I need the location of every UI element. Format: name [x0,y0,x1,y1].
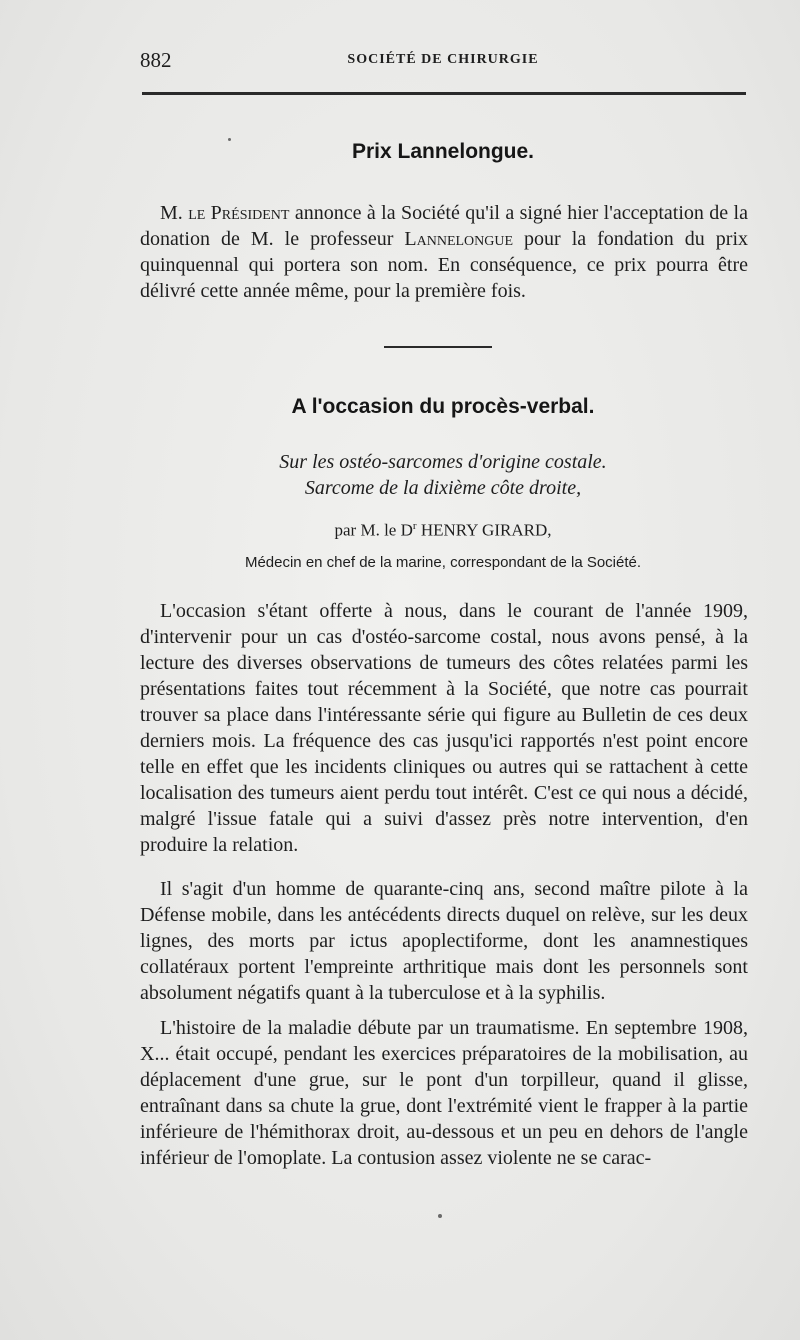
author-affiliation: Médecin en chef de la marine, correspondant de la Société. [244,554,642,571]
announcement-text-part2: pour la fondation du prix quinquennal qui portera son nom. En conséquence, ce prix pourra être délivré cette année même, pour la première fois. [140,228,749,302]
president-smallcaps: le Président [188,202,290,224]
print-speck [438,1214,442,1218]
author-byline [140,520,746,541]
article-subtitle-line2: Sarcome de la dixième côte droite, [304,477,582,499]
page-number: 882 [140,48,172,72]
running-title: SOCIÉTÉ DE CHIRURGIE [347,52,539,67]
byline-author: HENRY GIRARD, [416,520,552,540]
print-speck [228,138,231,141]
byline-superscript: r [412,520,417,532]
body-paragraph-3: L'histoire de la maladie débute par un traumatisme. En septembre 1908, X... était occupé, pendant les exercices préparatoires de la mobilisation, au déplacement d'une grue, sur le pont d'un torpilleur, quand il glisse, entraînant dans sa chute la grue, dont l'extrémité vient le frapper à la partie inférieure de l'hémithorax droit, au-dessous et un peu en dehors de l'angle inférieur de l'omoplate. La contusion assez violente ne se carac- [140,1017,748,1169]
announcement-lead: M. [160,202,189,224]
section-title-proces-verbal: A l'occasion du procès-verbal. [291,395,595,418]
body-paragraph-1: L'occasion s'étant offerte à nous, dans le courant de l'année 1909, d'intervenir pour un cas d'ostéo-sarcome costal, nous avons pensé, à la lecture des diverses observations de tumeurs des côtes relatées parmi les présentations faites tout récemment à la Société, que notre cas pourrait trouver sa place dans l'intéressante série qui figure au Bulletin de ces deux derniers mois. La fréquence des cas jusqu'ici rapportés n'est point encore telle en effet que les incidents cliniques ou autres qui se rattachent à cette localisation des tumeurs aient perdu tout intérêt. C'est ce qui nous a décidé, malgré l'issue fatale qui a suivi d'assez près notre intervention, d'en produire la relation. [140,600,748,856]
section-title-prix-lannelongue: Prix Lannelongue. [351,140,535,163]
announcement-text-part1: annonce à la Société qu'il a signé hier l'acceptation de la donation de M. le professeur [140,202,748,250]
header-rule [142,92,746,95]
running-head [140,48,746,78]
body-paragraph-2: Il s'agit d'un homme de quarante-cinq ans, second maître pilote à la Défense mobile, dans les antécédents directs duquel on relève, sur les deux lignes, des morts par ictus apoplectiforme, dont les anamnestiques collatéraux portent l'empreinte arthritique mais dont les personnels sont absolument négatifs quant à la tuberculose et à la syphilis. [140,878,748,1004]
section-divider [384,346,492,348]
lannelongue-smallcaps: Lannelongue [404,228,514,250]
article-subtitle-line1: Sur les ostéo-sarcomes d'origine costale. [279,451,607,473]
byline-prefix: par M. le D [334,520,413,540]
announcement-paragraph [140,200,748,304]
